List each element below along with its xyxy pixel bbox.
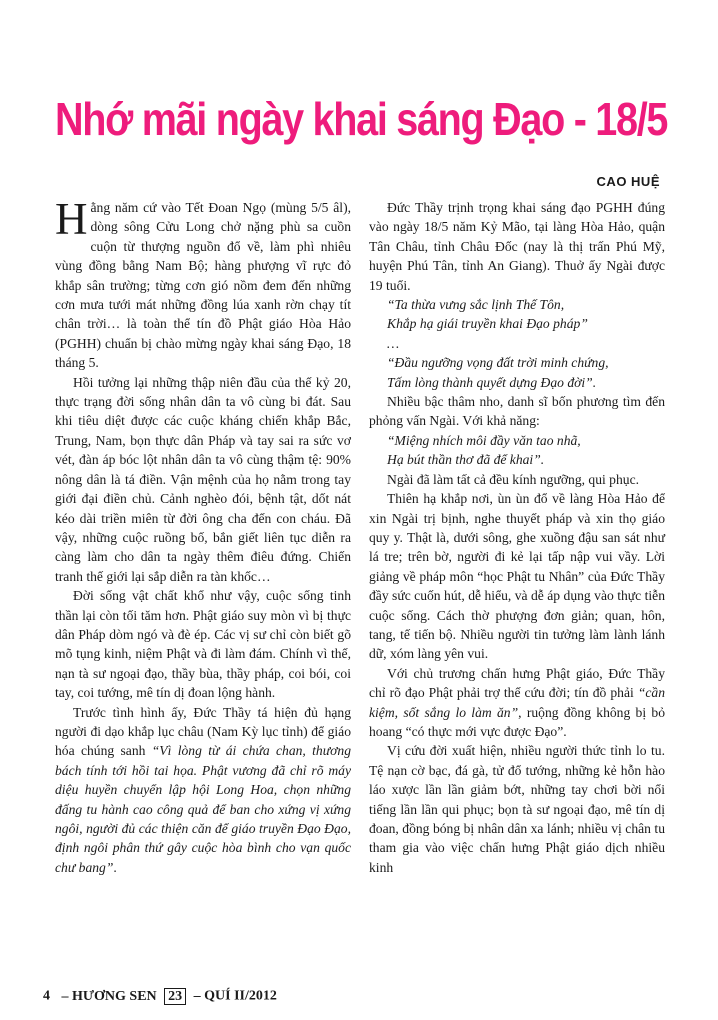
paragraph-spiritual-life: Đời sống vật chất khổ như vậy, cuộc sống tinh thần lại còn tối tăm hơn. Phật giáo suy mòn vì bị thực dân Pháp dòm ngó và đè ép. Các vị sư chỉ còn biết gõ mõ tụng kinh, niệm Phật và đi làm đám. Chính vì thế, nạn tà sư ngoại đạo, thầy bùa, thầy pháp, coi bói, coi tay, coi tướng, mê tín dị đoan lộng hành. xyxy=(55,588,351,701)
poem-line: “Ta thừa vưng sắc lịnh Thế Tôn, xyxy=(387,297,565,313)
poem-line: … xyxy=(387,335,400,351)
paragraph-awakening: Vị cứu đời xuất hiện, nhiều người thức tỉnh lo tu. Tệ nạn cờ bạc, đá gà, tử đổ tướng, những kẻ hỗn hào láo xược lần lần giảm bớt, những tay chơi bời nổi tiếng lần lần qui phục; bọn tà sư ngoại đạo, mê tín dị đoan, đồng bóng bị nhân dân xa lánh; nhiều vị chân tu tham gia vào việc chấn hưng Phật giáo dịch nhiều kinh xyxy=(369,743,665,875)
paragraph-intro-text: ằng năm cứ vào Tết Đoan Ngọ (mùng 5/5 âl), dòng sông Cửu Long chở nặng phù sa cuồn cuộn từ thượng nguồn đổ về, làm phì nhiêu vùng đồng bằng Nam Bộ; hàng phượng vĩ rực đỏ khắp sân trường; từng cơn gió nồm đem đến những cơn mưa tưới mát những đồng lúa xanh rờn chạy tít chân trời… là toàn thể tín đồ Phật giáo Hòa Hảo (PGHH) chuẩn bị chào mừng ngày khai sáng Đạo, 18 tháng 5. xyxy=(55,200,351,371)
paragraph-founding: Đức Thầy trịnh trọng khai sáng đạo PGHH đúng vào ngày 18/5 năm Kỷ Mão, tại làng Hòa Hảo, quận Tân Châu, tỉnh Châu Đốc (nay là thị trấn Phú Mỹ, huyện Phú Tân, tỉnh An Giang). Thuở ấy Ngài được 19 tuổi. xyxy=(369,200,665,293)
poem-quote-1 xyxy=(369,295,665,392)
issue-period: – QUÍ II/2012 xyxy=(193,988,277,1004)
magazine-name: – HƯƠNG SEN xyxy=(61,988,157,1004)
founder-mission-quote: “Vì lòng từ ái chứa chan, thương bách tính tới hồi tai họa. Phật vương đã chỉ rõ máy diệu huyền chuyển lập hội Long Hoa, chọn những đấng tu hành cao công quả để ban cho xứng vị xứng ngôi, người đủ các thiện căn để giáo truyền Đạo Đạo, định ngôi phân thứ gây cuộc hòa bình cho vạn quốc chư bang” xyxy=(55,743,351,875)
drop-cap: H xyxy=(55,194,88,244)
paragraph-reform-end: , ruộng đồng không bị bỏ hoang “có thực mới vực được Đạo”. xyxy=(369,704,665,739)
paragraph-followers: Thiên hạ khắp nơi, ùn ùn đổ về làng Hòa Hảo để xin Ngài trị bịnh, nghe thuyết pháp và xin thọ giáo quy y. Thật là, dưới sông, ghe xuồng đậu san sát như lá tre; trên bờ, người đi kẻ lại tấp nập vui vầy. Lời giảng về pháp môn “học Phật tu Nhân” của Đức Thầy đầy sức cuốn hút, dễ hiểu, và dễ áp dụng vào thực tiễn cuộc sống. Cách thờ phượng đơn giản; quan, hôn, tang, tế tiến bộ. Nhiều người tin tưởng làm lành lánh dữ, xóm làng yên vui. xyxy=(369,491,665,662)
poem-line: “Đầu ngưỡng vọng đất trời minh chứng, xyxy=(387,355,609,371)
paragraph-scholars: Nhiều bậc thâm nho, danh sĩ bốn phương tìm đến phỏng vấn Ngài. Với khả năng: xyxy=(369,394,665,429)
paragraph-reform xyxy=(369,664,665,742)
article-title: Nhớ mãi ngày khai sáng Đạo - 18/5 xyxy=(55,93,668,145)
paragraph-reform-text: Với chủ trương chấn hưng Phật giáo, Đức Thầy chỉ rõ đạo Phật phải trợ thế cứu đời; tín đồ phải xyxy=(369,665,665,701)
left-column xyxy=(55,194,351,877)
article-author: CAO HUỆ xyxy=(596,174,660,189)
poem-line: Hạ bút thần thơ đã để khai”. xyxy=(387,452,545,468)
poem-line: “Miệng nhích môi đầy văn tao nhã, xyxy=(387,432,581,448)
paragraph-founder-mission-end: . xyxy=(113,859,117,875)
poem-quote-2 xyxy=(369,431,665,470)
paragraph-founder-mission xyxy=(55,703,351,878)
issue-number: 23 xyxy=(164,988,186,1005)
paragraph-history: Hồi tưởng lại những thập niên đầu của thế kỷ 20, thực trạng đời sống nhân dân ta vô cùng bi đát. Sau khi tiêu diệt được các cuộc kháng chiến khắp Bắc, Trung, Nam, bọn thực dân Pháp và tay sai ra sức vơ vét, đàn áp bóc lột nhân dân ta vô cùng thậm tệ: 90% nông dân là tá điền. Vận mệnh của họ nằm trong tay giới đại điền chủ. Cảnh nghèo đói, bệnh tật, dốt nát kéo dài triền miên từ đời ông cha đến con cháu. Đã vậy, những cuộc ruồng bố, bắn giết liên tục diễn ra càng làm cho dân ta ngày thêm điêu đứng. Chiến tranh thế giới lại sắp diễn ra tàn khốc… xyxy=(55,374,351,584)
paragraph-intro xyxy=(55,194,351,373)
poem-line: Tấm lòng thành quyết dựng Đạo đời”. xyxy=(387,374,597,390)
page-number: 4 xyxy=(43,988,50,1004)
paragraph-founder-mission-text: Trước tình hình ấy, Đức Thầy tá hiện đủ hạng người đi dạo khắp lục châu (Nam Kỳ lục tỉnh) để giáo hóa chúng sanh xyxy=(55,704,351,759)
reform-quote: “cần kiệm, sốt sắng lo làm ăn” xyxy=(369,685,665,720)
right-column xyxy=(369,198,665,877)
page-footer xyxy=(43,988,277,1005)
poem-line: Khắp hạ giái truyền khai Đạo pháp” xyxy=(387,316,588,332)
paragraph-respect: Ngài đã làm tất cả đều kính ngưỡng, qui phục. xyxy=(387,471,640,487)
